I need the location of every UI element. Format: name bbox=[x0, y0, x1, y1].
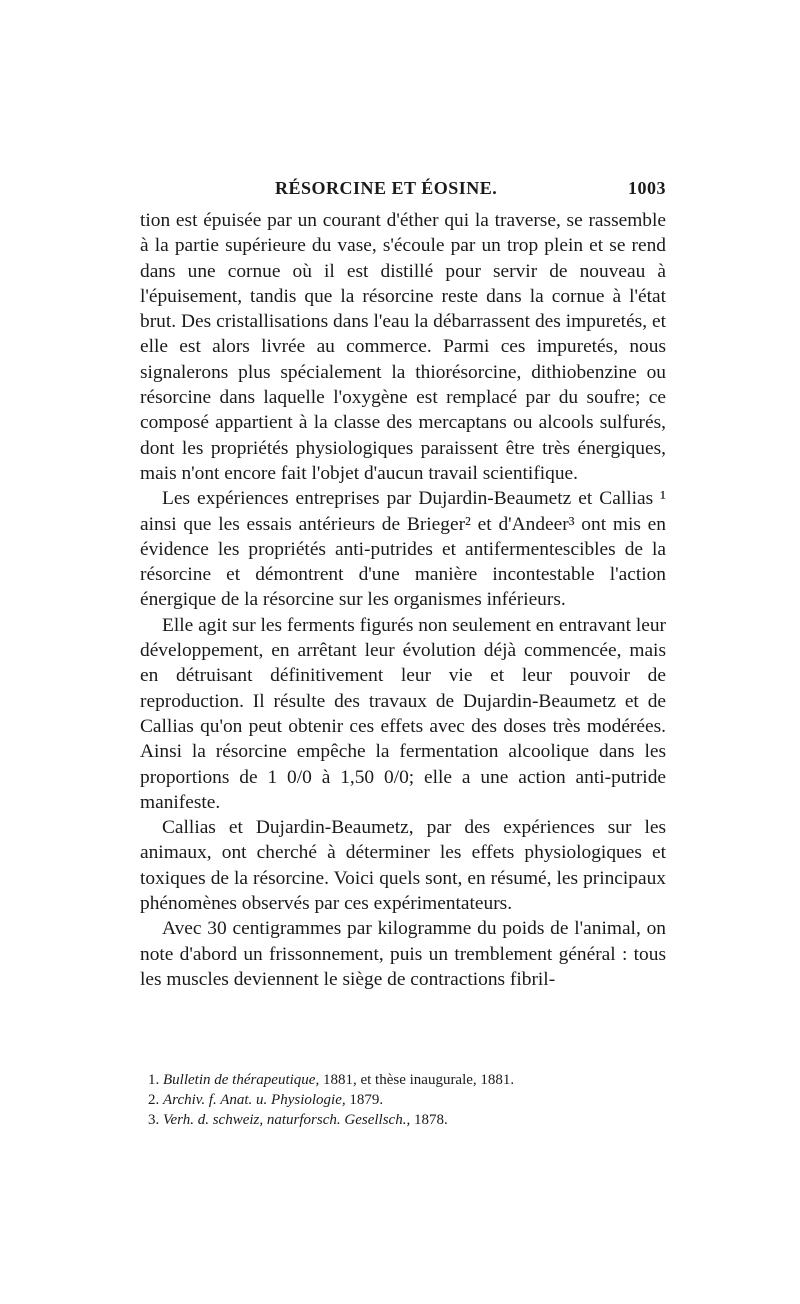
footnote-number: 3. bbox=[148, 1112, 160, 1128]
paragraph-2: Les expériences entreprises par Dujardin-Beaumetz et Callias ¹ ainsi que les essais antérieurs de Brieger² et d'Andeer³ ont mis en évidence les propriétés anti-putrides et antifermentescibles de la résorcine et démontrent d'une manière incontestable l'action énergique de la résorcine sur les organismes inférieurs. bbox=[140, 488, 666, 611]
running-title: RÉSORCINE ET ÉOSINE. bbox=[275, 178, 498, 198]
footnote-number: 2. bbox=[148, 1092, 160, 1108]
footnote-source-title: Bulletin de thérapeutique, bbox=[163, 1072, 320, 1088]
body-text bbox=[140, 208, 666, 992]
footnote-details: 1881, et thèse inaugurale, 1881. bbox=[319, 1072, 515, 1088]
page-number: 1003 bbox=[628, 178, 666, 198]
running-head bbox=[140, 178, 666, 202]
footnote-2 bbox=[148, 1090, 658, 1110]
footnote-source-title: Archiv. f. Anat. u. Physiologie, bbox=[163, 1092, 346, 1108]
paragraph-4: Callias et Dujardin-Beaumetz, par des expériences sur les animaux, ont cherché à déterminer les effets physiologiques et toxiques de la résorcine. Voici quels sont, en résumé, les principaux phénomènes observés par ces expérimentateurs. bbox=[140, 817, 666, 915]
paragraph-5: Avec 30 centigrammes par kilogramme du poids de l'animal, on note d'abord un frissonnement, puis un tremblement général : tous les muscles deviennent le siège de contractions fibril- bbox=[140, 918, 666, 990]
book-page bbox=[140, 0, 666, 1304]
paragraph-3: Elle agit sur les ferments figurés non seulement en entravant leur développement, en arrêtant leur évolution déjà commencée, mais en détruisant définitivement leur vie et leur pouvoir de reproduction. Il résulte des travaux de Dujardin-Beaumetz et de Callias qu'on peut obtenir ces effets avec des doses très modérées. Ainsi la résorcine empêche la fermentation alcoolique dans les proportions de 1 0/0 à 1,50 0/0; elle a une action anti-putride manifeste. bbox=[140, 614, 666, 813]
footnote-3 bbox=[148, 1110, 658, 1130]
footnote-details: 1879. bbox=[345, 1092, 384, 1108]
footnote-number: 1. bbox=[148, 1072, 160, 1088]
paragraph-1: tion est épuisée par un courant d'éther qui la traverse, se rassemble à la partie supérieure du vase, s'écoule par un trop plein et se rend dans une cornue où il est distillé pour servir de nouveau à l'épuisement, tandis que la résorcine reste dans la cornue à l'état brut. Des cristallisations dans l'eau la débarrassent des impuretés, et elle est alors livrée au commerce. Parmi ces impuretés, nous signalerons plus spécialement la thiorésorcine, dithiobenzine ou résorcine dans laquelle l'oxygène est remplacé par du soufre; ce composé appartient à la classe des mercaptans ou alcools sulfurés, dont les propriétés physiologiques paraissent être très énergiques, mais n'ont encore fait l'objet d'aucun travail scientifique. bbox=[140, 210, 666, 484]
footnote-details: 1878. bbox=[410, 1112, 448, 1128]
footnote-source-title: Verh. d. schweiz, naturforsch. Gesellsch., bbox=[163, 1112, 411, 1128]
footnote-1 bbox=[148, 1070, 658, 1090]
footnotes bbox=[148, 1070, 658, 1130]
